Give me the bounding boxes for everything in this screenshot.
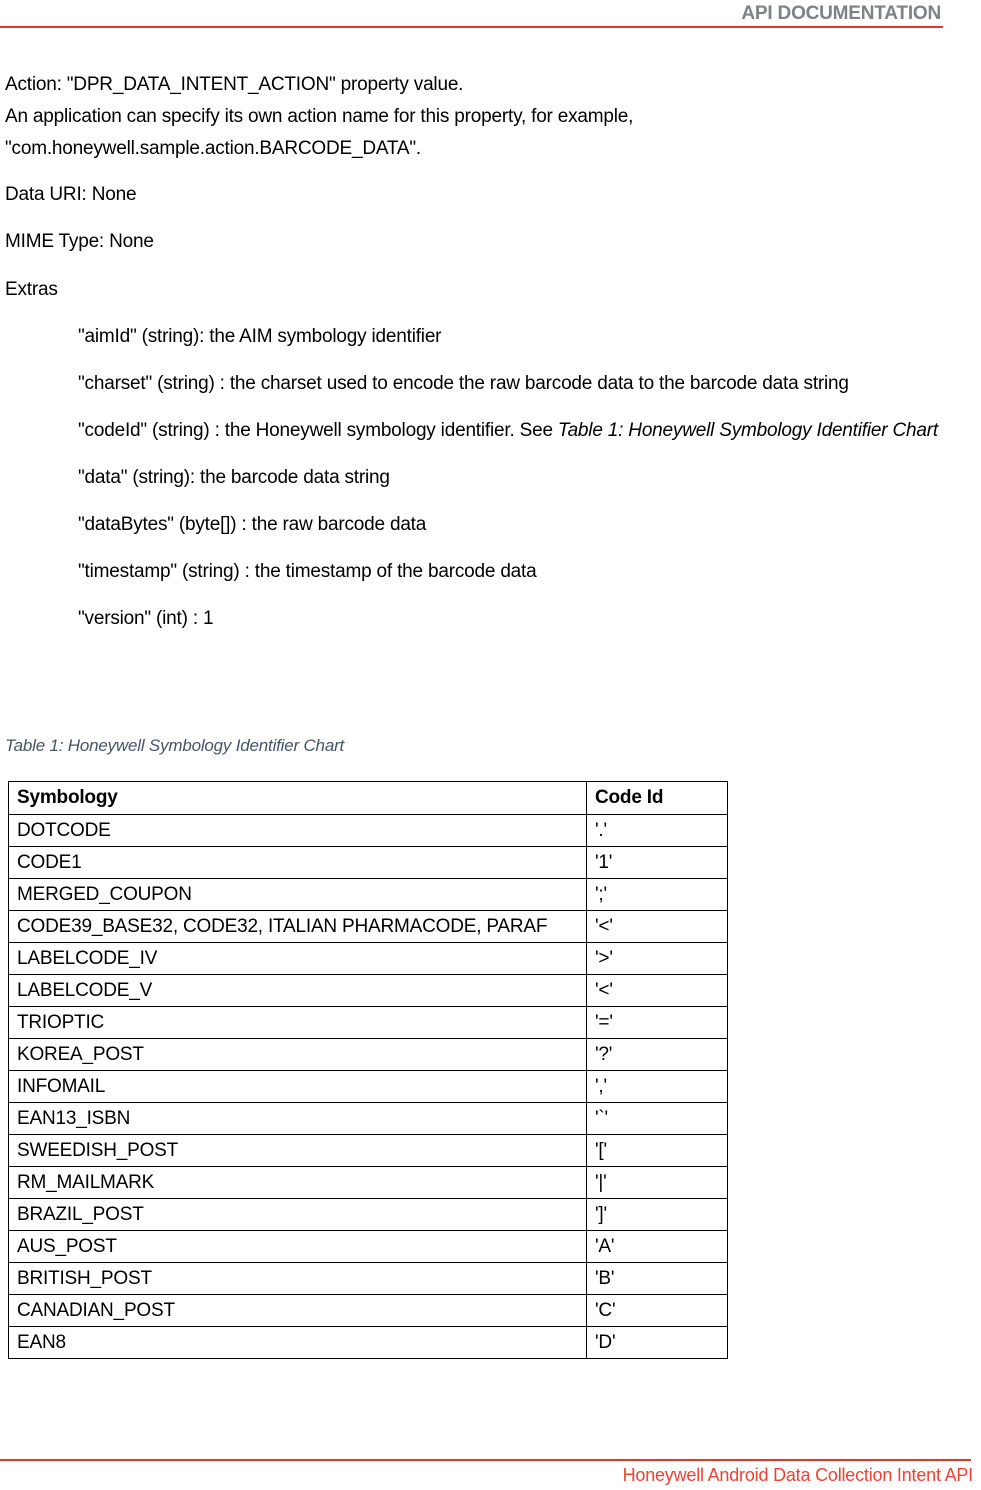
header-title: API DOCUMENTATION <box>741 3 941 24</box>
extra-item-timestamp: "timestamp" (string) : the timestamp of the barcode data <box>78 561 537 582</box>
extra-item-data: "data" (string): the barcode data string <box>78 467 390 488</box>
symbology-cell: CODE1 <box>9 847 587 879</box>
mime-type-line: MIME Type: None <box>5 231 154 252</box>
extras-heading: Extras <box>5 279 58 300</box>
extra-item-codeid-text: "codeId" (string) : the Honeywell symbology identifier. See <box>78 420 558 441</box>
code-id-cell: '.' <box>587 815 728 847</box>
table-row <box>9 847 728 879</box>
symbology-cell: TRIOPTIC <box>9 1007 587 1039</box>
table-row <box>9 1103 728 1135</box>
table-row <box>9 943 728 975</box>
intro-line-2: An application can specify its own action name for this property, for example, <box>5 106 634 127</box>
data-uri-line: Data URI: None <box>5 184 137 205</box>
footer-rule <box>0 1459 971 1461</box>
symbology-cell: DOTCODE <box>9 815 587 847</box>
table-row <box>9 1007 728 1039</box>
code-id-cell: 'D' <box>587 1327 728 1359</box>
table-row <box>9 879 728 911</box>
symbology-cell: BRAZIL_POST <box>9 1199 587 1231</box>
symbology-cell: MERGED_COUPON <box>9 879 587 911</box>
intro-line-1: Action: "DPR_DATA_INTENT_ACTION" property value. <box>5 74 464 95</box>
intro-line-3: "com.honeywell.sample.action.BARCODE_DATA". <box>5 138 422 159</box>
code-id-cell: '[' <box>587 1135 728 1167</box>
symbology-cell: LABELCODE_IV <box>9 943 587 975</box>
code-id-cell: 'B' <box>587 1263 728 1295</box>
code-id-cell: ',' <box>587 1071 728 1103</box>
extra-item-aimid: "aimId" (string): the AIM symbology identifier <box>78 326 442 347</box>
symbology-table-body <box>9 815 728 1359</box>
table-row <box>9 1231 728 1263</box>
header-rule <box>0 26 943 28</box>
code-id-cell: '=' <box>587 1007 728 1039</box>
symbology-cell: LABELCODE_V <box>9 975 587 1007</box>
table-header-row <box>9 782 728 815</box>
code-id-cell: '<' <box>587 911 728 943</box>
symbology-cell: RM_MAILMARK <box>9 1167 587 1199</box>
footer-title: Honeywell Android Data Collection Intent API <box>622 1465 973 1485</box>
symbology-cell: INFOMAIL <box>9 1071 587 1103</box>
extra-item-databytes: "dataBytes" (byte[]) : the raw barcode data <box>78 514 427 535</box>
extra-item-codeid <box>78 415 961 447</box>
table-row <box>9 1071 728 1103</box>
page-footer <box>0 1459 981 1486</box>
column-header-symbology: Symbology <box>9 782 587 815</box>
symbology-cell: BRITISH_POST <box>9 1263 587 1295</box>
document-body <box>0 69 981 1359</box>
code-id-cell: ';' <box>587 879 728 911</box>
table-row <box>9 1327 728 1359</box>
code-id-cell: '>' <box>587 943 728 975</box>
table-row <box>9 1167 728 1199</box>
symbology-cell: EAN13_ISBN <box>9 1103 587 1135</box>
extra-item-version: "version" (int) : 1 <box>78 608 214 629</box>
symbology-cell: SWEEDISH_POST <box>9 1135 587 1167</box>
table-row <box>9 1295 728 1327</box>
table-row <box>9 911 728 943</box>
table-row <box>9 1199 728 1231</box>
code-id-cell: '?' <box>587 1039 728 1071</box>
table-row <box>9 1039 728 1071</box>
code-id-cell: 'A' <box>587 1231 728 1263</box>
code-id-cell: '`' <box>587 1103 728 1135</box>
table-reference-link: Table 1: Honeywell Symbology Identifier Chart <box>557 420 938 441</box>
code-id-cell: '1' <box>587 847 728 879</box>
code-id-cell: 'C' <box>587 1295 728 1327</box>
code-id-cell: '|' <box>587 1167 728 1199</box>
table-row <box>9 1135 728 1167</box>
symbology-cell: CANADIAN_POST <box>9 1295 587 1327</box>
intro-paragraph <box>5 69 961 165</box>
table-row <box>9 815 728 847</box>
symbology-table <box>8 781 728 1359</box>
table-row <box>9 1263 728 1295</box>
symbology-cell: AUS_POST <box>9 1231 587 1263</box>
code-id-cell: '<' <box>587 975 728 1007</box>
column-header-code-id: Code Id <box>587 782 728 815</box>
symbology-cell: KOREA_POST <box>9 1039 587 1071</box>
table-caption: Table 1: Honeywell Symbology Identifier Chart <box>5 736 345 755</box>
symbology-cell: EAN8 <box>9 1327 587 1359</box>
page-header <box>0 0 981 28</box>
table-row <box>9 975 728 1007</box>
code-id-cell: ']' <box>587 1199 728 1231</box>
extra-item-charset: "charset" (string) : the charset used to encode the raw barcode data to the barcode data string <box>78 373 849 394</box>
symbology-cell: CODE39_BASE32, CODE32, ITALIAN PHARMACODE, PARAF <box>9 911 587 943</box>
